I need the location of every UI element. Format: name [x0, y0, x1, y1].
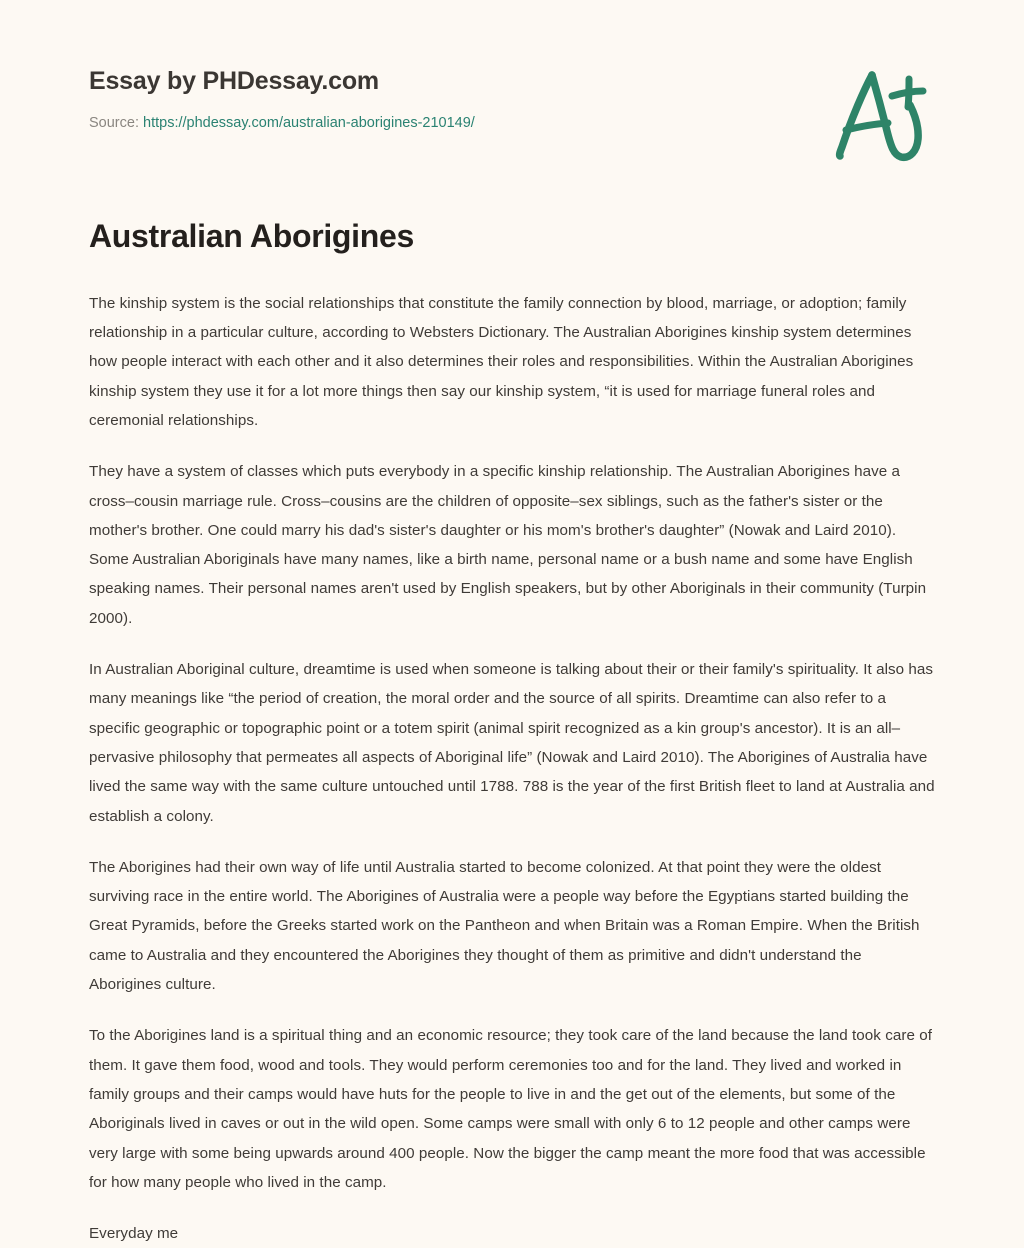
phdessay-logo[interactable]	[824, 55, 944, 175]
source-label: Source:	[89, 115, 139, 131]
body-paragraph: The Aborigines had their own way of life until Australia started to become colonized. At that point they were the oldest surviving race in the entire world. The Aborigines of Australia were a people way before the Egyptians started building the Great Pyramids, before the Greeks started work on the Pantheon and when Britain was a Roman Empire. When the British came to Australia and they encountered the Aborigines they thought of them as primitive and didn't understand the Aborigines culture.	[89, 858, 920, 994]
article	[89, 218, 935, 1248]
a-plus-logo-icon	[824, 55, 944, 175]
brand-title: Essay by PHDessay.com	[89, 67, 379, 95]
body-paragraph: The kinship system is the social relationships that constitute the family connection by blood, marriage, or adoption; family relationship in a particular culture, according to Websters Dictionary. The Australian Aborigines kinship system determines how people interact with each other and it also determines their roles and responsibilities. Within the Australian Aborigines kinship system they use it for a lot more things then say our kinship system, “it is used for marriage funeral roles and ceremonial relationships.	[89, 294, 914, 429]
source-url-link[interactable]: https://phdessay.com/australian-aborigines-210149/	[143, 115, 475, 131]
body-paragraph: To the Aborigines land is a spiritual thing and an economic resource; they took care of the land because the land took care of them. It gave them food, wood and tools. They would perform ceremonies too and for the land. They lived and worked in family groups and their camps would have huts for the people to live in and the get out of the elements, but some of the Aboriginals lived in caves or out in the wild open. Some camps were small with only 6 to 12 people and other camps were very large with some being upwards around 400 people. Now the bigger the camp meant the more food that was accessible for how many people who lived in the camp.	[89, 1027, 932, 1191]
body-paragraph: They have a system of classes which puts everybody in a specific kinship relationship. The Australian Aborigines have a cross–cousin marriage rule. Cross–cousins are the children of opposite–sex siblings, such as the father's sister or the mother's brother. One could marry his dad's sister's daughter or his mom's brother's daughter” (Nowak and Laird 2010). Some Australian Aboriginals have many names, like a birth name, personal name or a bush name and some have English speaking names. Their personal names aren't used by English speakers, but by other Aboriginals in their community (Turpin 2000).	[89, 463, 927, 627]
article-body	[89, 289, 935, 1248]
source-line	[89, 114, 935, 133]
body-paragraph-truncated: Everyday me	[89, 1225, 179, 1243]
body-paragraph: In Australian Aboriginal culture, dreamtime is used when someone is talking about their or their family's spirituality. It also has many meanings like “the period of creation, the moral order and the source of all spirits. Dreamtime can also refer to a specific geographic or topographic point or a totem spirit (animal spirit recognized as a kin group's ancestor). It is an all–pervasive philosophy that permeates all aspects of Aboriginal life” (Nowak and Laird 2010). The Aborigines of Australia have lived the same way with the same culture untouched until 1788. 788 is the year of the first British fleet to land at Australia and establish a colony.	[89, 661, 935, 825]
page-header	[89, 66, 935, 133]
page-title: Australian Aborigines	[89, 218, 415, 254]
